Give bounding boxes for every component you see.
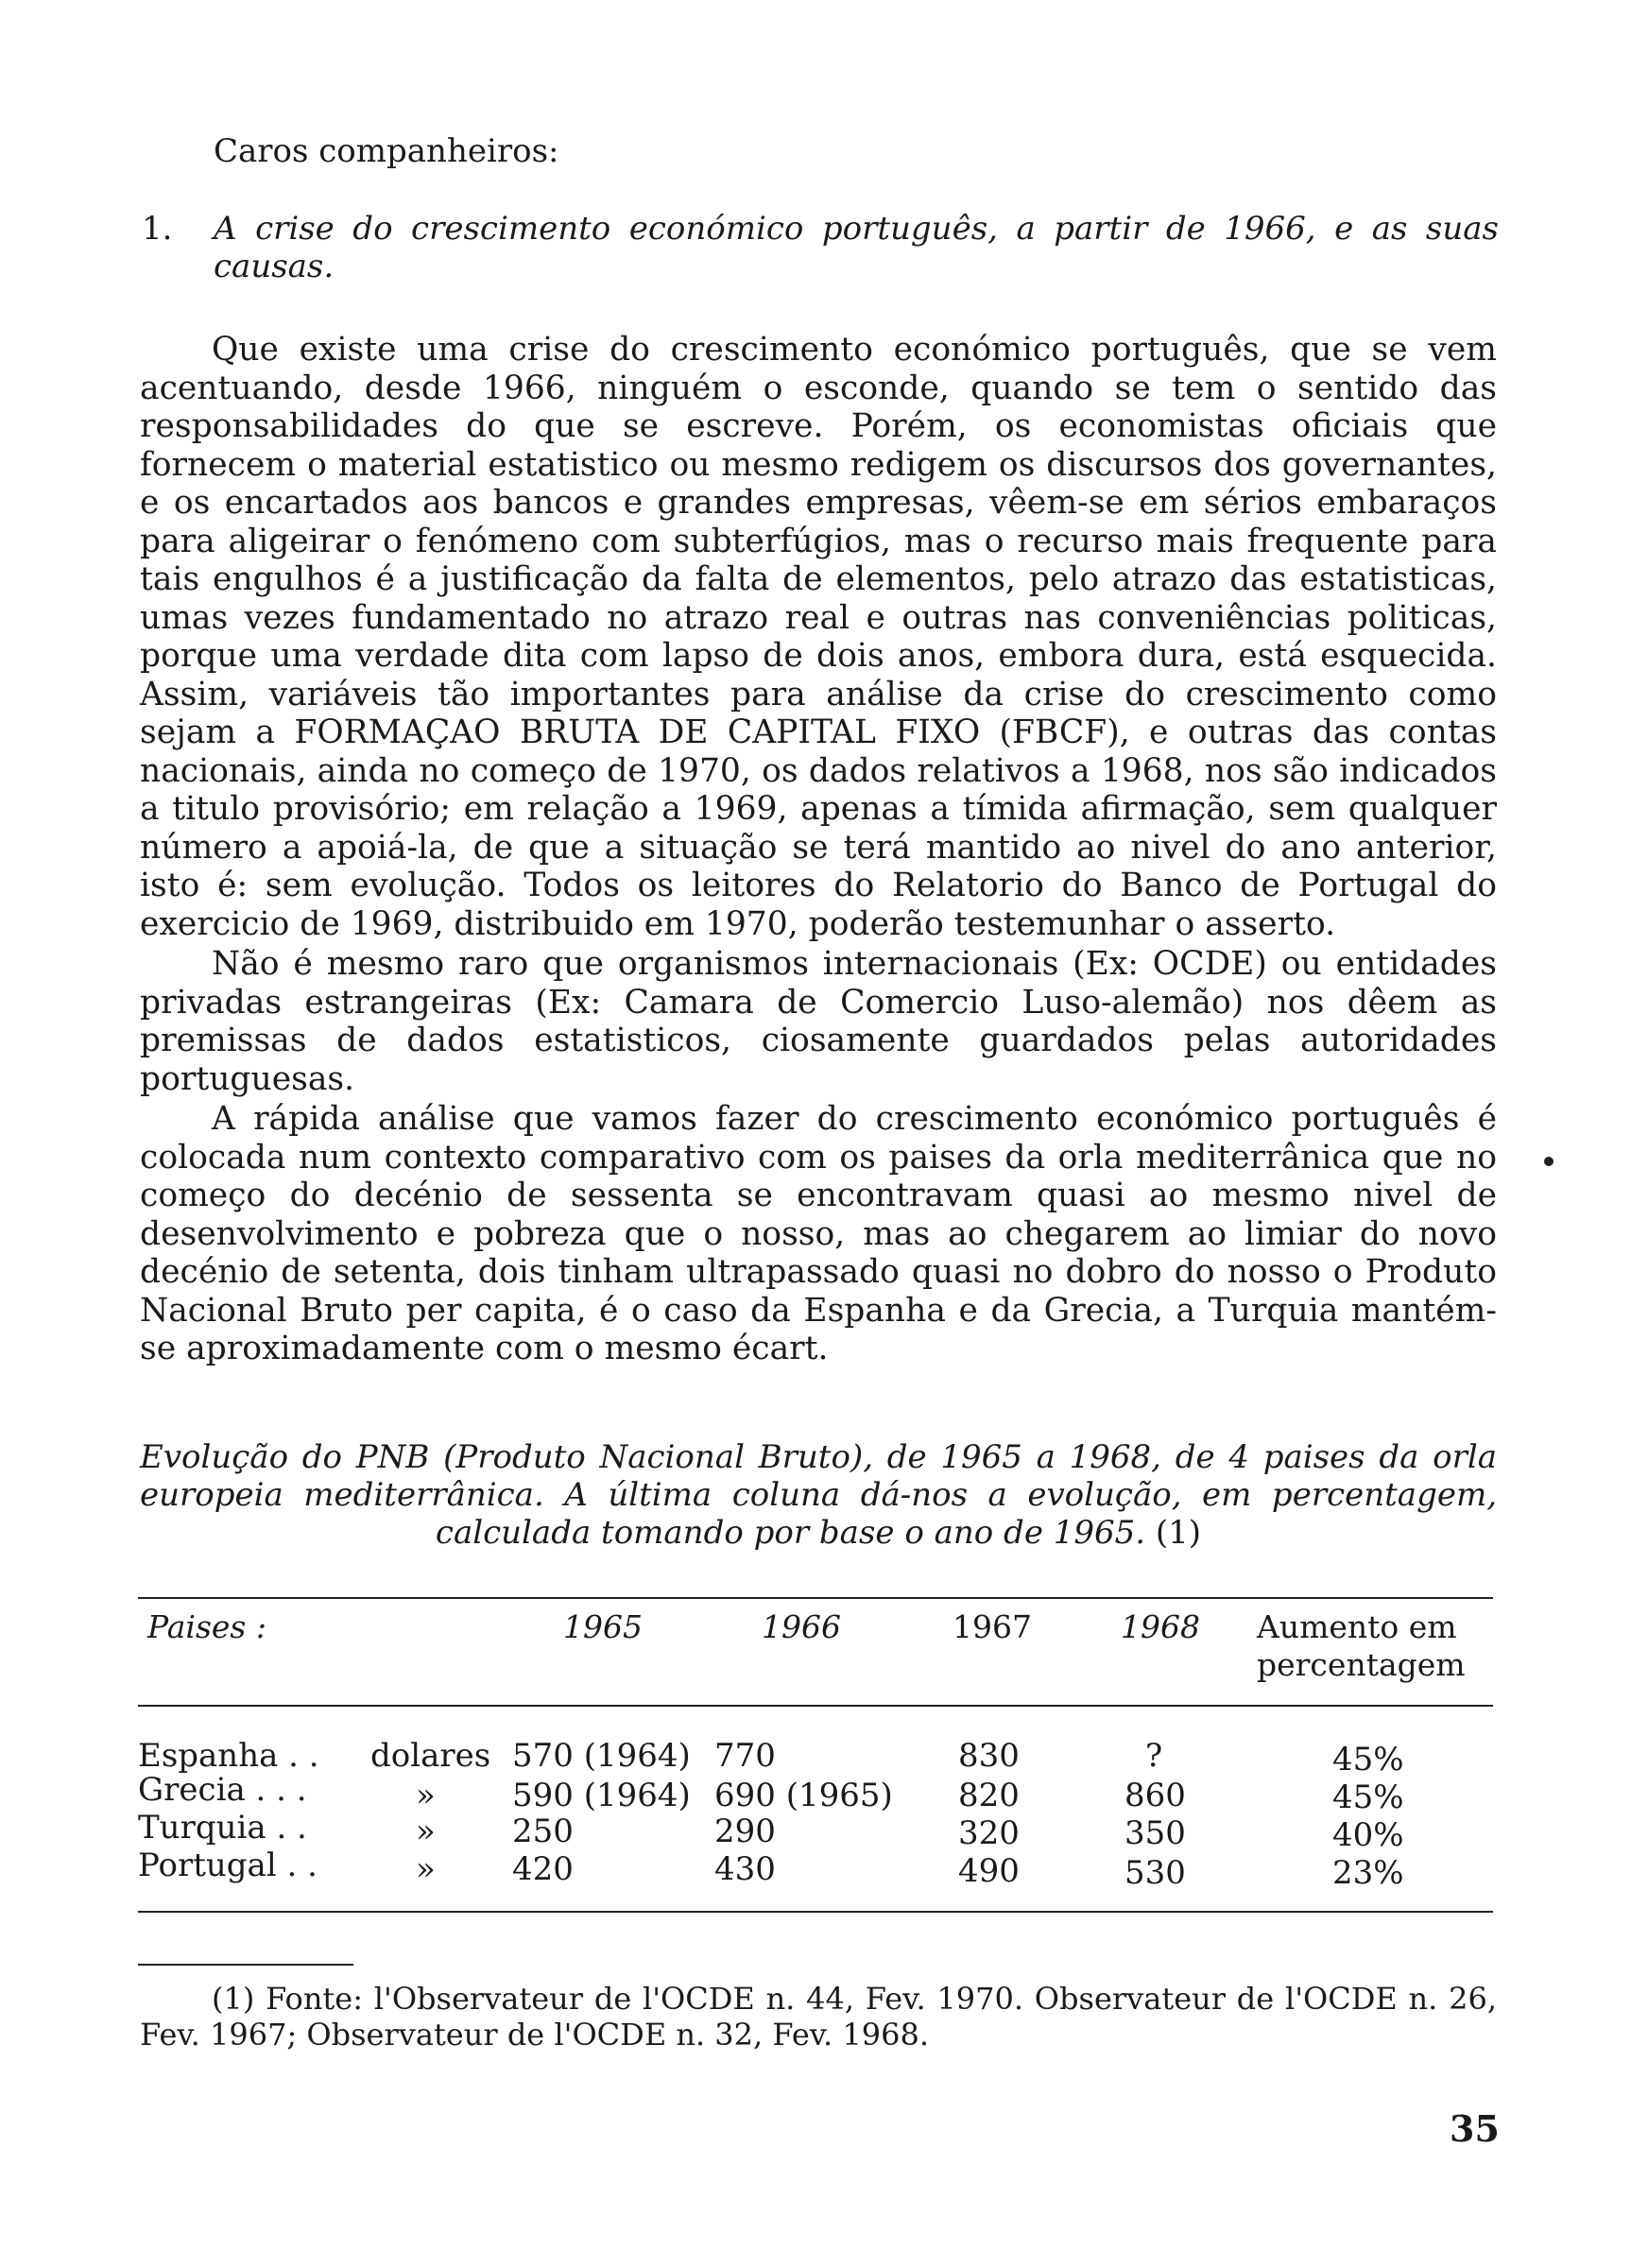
cell-1968: 860 [1124,1777,1186,1814]
caption-footnote-ref: (1) [1155,1514,1202,1552]
cell-1965: 570 (1964) [512,1737,691,1775]
cell-1967: 820 [958,1777,1020,1814]
paragraph-2: Não é mesmo raro que organismos internacionais (Ex: OCDE) ou entidades privadas estrangeiras (Ex: Camara de Comercio Luso-alemão) nos dêem as premissas de dados estatisticos, ciosamente guardados pelas autoridades portuguesas. [140,945,1497,1098]
margin-mark [1544,1157,1554,1166]
cell-increase: 23% [1332,1854,1404,1892]
paragraph-1: Que existe uma crise do crescimento económico português, que se vem acentuando, desde 1966, ninguém o esconde, quando se tem o sentido das responsabilidades do que se escreve. Porém, os economistas oficiais que fornecem o material estatistico ou mesmo redigem os discursos dos governantes, e os encartados aos bancos e grandes empresas, vêem-se em sérios embaraços para aligeirar o fenómeno com subterfúgios, mas o recurso mais frequente para tais engulhos é a justificação da falta de elementos, pelo atrazo das estatisticas, umas vezes fundamentado no atrazo real e outras nas conveniências politicas, porque uma verdade dita com lapso de dois anos, embora dura, está esquecida. Assim, variáveis tão importantes para análise da crise do crescimento como sejam a FORMAÇAO BRUTA DE CAPITAL FIXO (FBCF), e outras das contas nacionais, ainda no começo de 1970, os dados relativos a 1968, nos são indicados a titulo provisório; em relação a 1969, apenas a tímida afirmação, sem qualquer número a apoiá-la, de que a situação se terá mantido ao nivel do ano anterior, isto é: sem evolução. Todos os leitores do Relatorio do Banco de Portugal do exercicio de 1969, distribuido em 1970, poderão testemunhar o asserto. [140,331,1497,943]
footnote-rule [138,1964,353,1966]
cell-1968: 530 [1124,1854,1186,1892]
header-country: Paises : [147,1608,266,1645]
cell-increase: 40% [1332,1816,1404,1854]
cell-1966: 690 (1965) [714,1777,893,1814]
cell-increase: 45% [1332,1778,1404,1816]
cell-1967: 320 [958,1814,1020,1852]
footnote: (1) Fonte: l'Observateur de l'OCDE n. 44, Fev. 1970. Observateur de l'OCDE n. 26, Fev. 1967; Observateur de l'OCDE n. 32, Fev. 1968. [140,1981,1497,2053]
cell-unit: » [416,1813,436,1850]
cell-country: Espanha . . [138,1737,319,1775]
cell-1967: 830 [958,1737,1020,1775]
cell-country: Grecia . . . [138,1771,307,1809]
cell-unit: » [416,1850,436,1888]
cell-increase: 45% [1332,1741,1404,1778]
cell-1968: 350 [1124,1814,1186,1852]
caption-text: Evolução do PNB (Produto Nacional Bruto), de 1965 a 1968, de 4 paises da orla europeia mediterrânica. A última coluna dá-nos a evolução, em percentagem, calculada tomando por base o ano de 1965. [140,1438,1497,1552]
section-title: A crise do crescimento económico português, a partir de 1966, e as suas causas. [214,210,1499,285]
cell-1966: 430 [714,1850,776,1888]
cell-country: Turquia . . [138,1809,307,1847]
table-header-rule [138,1705,1493,1707]
cell-1965: 420 [512,1850,574,1888]
section-heading [142,210,1499,285]
cell-unit: » [416,1777,436,1814]
body-text [140,331,1497,1370]
header-1967: 1967 [953,1608,1032,1645]
cell-1967: 490 [958,1852,1020,1890]
cell-1966: 290 [714,1813,776,1850]
salutation: Caros companheiros: [214,132,559,170]
header-1965: 1965 [563,1608,643,1645]
cell-1966: 770 [714,1737,776,1775]
cell-1965: 590 (1964) [512,1777,691,1814]
section-number: 1. [142,210,173,248]
cell-1968: ? [1145,1737,1163,1775]
cell-1965: 250 [512,1813,574,1850]
cell-unit: dolares [370,1737,491,1775]
table-top-rule [138,1597,1493,1599]
header-1966: 1966 [762,1608,841,1645]
paragraph-3: A rápida análise que vamos fazer do crescimento económico português é colocada num contexto comparativo com os paises da orla mediterrânica que no começo do decénio de sessenta se encontravam quasi ao mesmo nivel de desenvolvimento e pobreza que o nosso, mas ao chegarem ao limiar do novo decénio de setenta, dois tinham ultrapassado quasi no dobro do nosso o Produto Nacional Bruto per capita, é o caso da Espanha e da Grecia, a Turquia mantém-se aproximadamente com o mesmo écart. [140,1100,1497,1367]
cell-country: Portugal . . [138,1847,318,1884]
table-caption [140,1438,1497,1552]
page-number: 35 [1450,2107,1500,2150]
table-bottom-rule [138,1911,1493,1913]
header-1968: 1968 [1121,1608,1200,1645]
header-increase: Aumento em percentagem [1257,1608,1466,1683]
